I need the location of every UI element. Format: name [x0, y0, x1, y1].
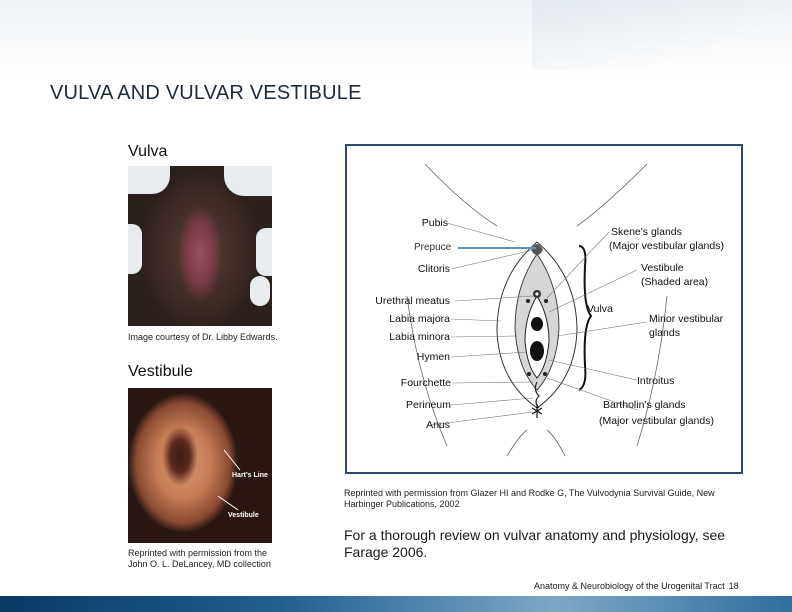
diagram-label: Perineum — [406, 399, 451, 411]
diagram-label: Hymen — [416, 351, 450, 363]
review-note: For a thorough review on vulvar anatomy and physiology, see Farage 2006. — [344, 527, 726, 560]
diagram-label: Clitoris — [417, 263, 450, 275]
glove-shape — [250, 276, 270, 306]
diagram-label: Urethral meatus — [375, 295, 450, 307]
glove-shape — [224, 166, 272, 196]
slide-footer — [534, 581, 739, 591]
diagram-label: glands — [649, 327, 680, 339]
diagram-label: (Major vestibular glands) — [609, 240, 724, 252]
glove-shape — [256, 228, 272, 276]
diagram-label: (Shaded area) — [641, 276, 709, 288]
vulva-diagram — [345, 144, 743, 474]
diagram-label: Anus — [426, 419, 450, 431]
photo-arrows — [128, 388, 272, 543]
glove-shape — [128, 166, 170, 194]
diagram-label: (Major vestibular glands) — [599, 415, 714, 427]
diagram-label: Vestibule — [641, 262, 684, 274]
vestibule-photo-credit: Reprinted with permission from the John O. L. DeLancey, MD collection — [128, 548, 271, 569]
slide-title: VULVA AND VULVAR VESTIBULE — [50, 82, 362, 104]
vulva-heading: Vulva — [128, 143, 168, 160]
diagram-label: Introitus — [637, 375, 675, 387]
vulva-photo — [128, 166, 272, 326]
header-facet — [532, 0, 792, 70]
footer-text: Anatomy & Neurobiology of the Urogenital Tract — [534, 581, 725, 591]
bottom-accent-bar — [0, 596, 792, 612]
prepuce-pointer — [458, 245, 538, 253]
diagram-label: Skene's glands — [611, 226, 682, 238]
diagram-label: Minor vestibular — [649, 313, 724, 325]
vestibule-photo-label: Vestibule — [228, 512, 259, 519]
diagram-vulva-label: Vulva — [587, 303, 613, 315]
diagram-drawing — [347, 146, 741, 472]
diagram-label: Labia minora — [389, 331, 450, 343]
vestibule-photo — [128, 388, 272, 543]
diagram-label: Pubis — [421, 217, 448, 229]
diagram-label: Labia majora — [389, 313, 450, 325]
vulva-photo-credit: Image courtesy of Dr. Libby Edwards. — [128, 332, 278, 342]
vestibule-heading: Vestibule — [128, 363, 193, 380]
prepuce-label: Prepuce — [414, 242, 452, 253]
page-number: 18 — [728, 581, 739, 591]
harts-line-label: Hart's Line — [232, 472, 268, 479]
glove-shape — [128, 224, 142, 274]
diagram-label: Bartholin's glands — [603, 399, 686, 411]
diagram-label: Fourchette — [400, 377, 451, 389]
diagram-credit: Reprinted with permission from Glazer HI and Rodke G, The Vulvodynia Survival Guide, New Harbinger Publications, 2002 — [344, 488, 715, 509]
